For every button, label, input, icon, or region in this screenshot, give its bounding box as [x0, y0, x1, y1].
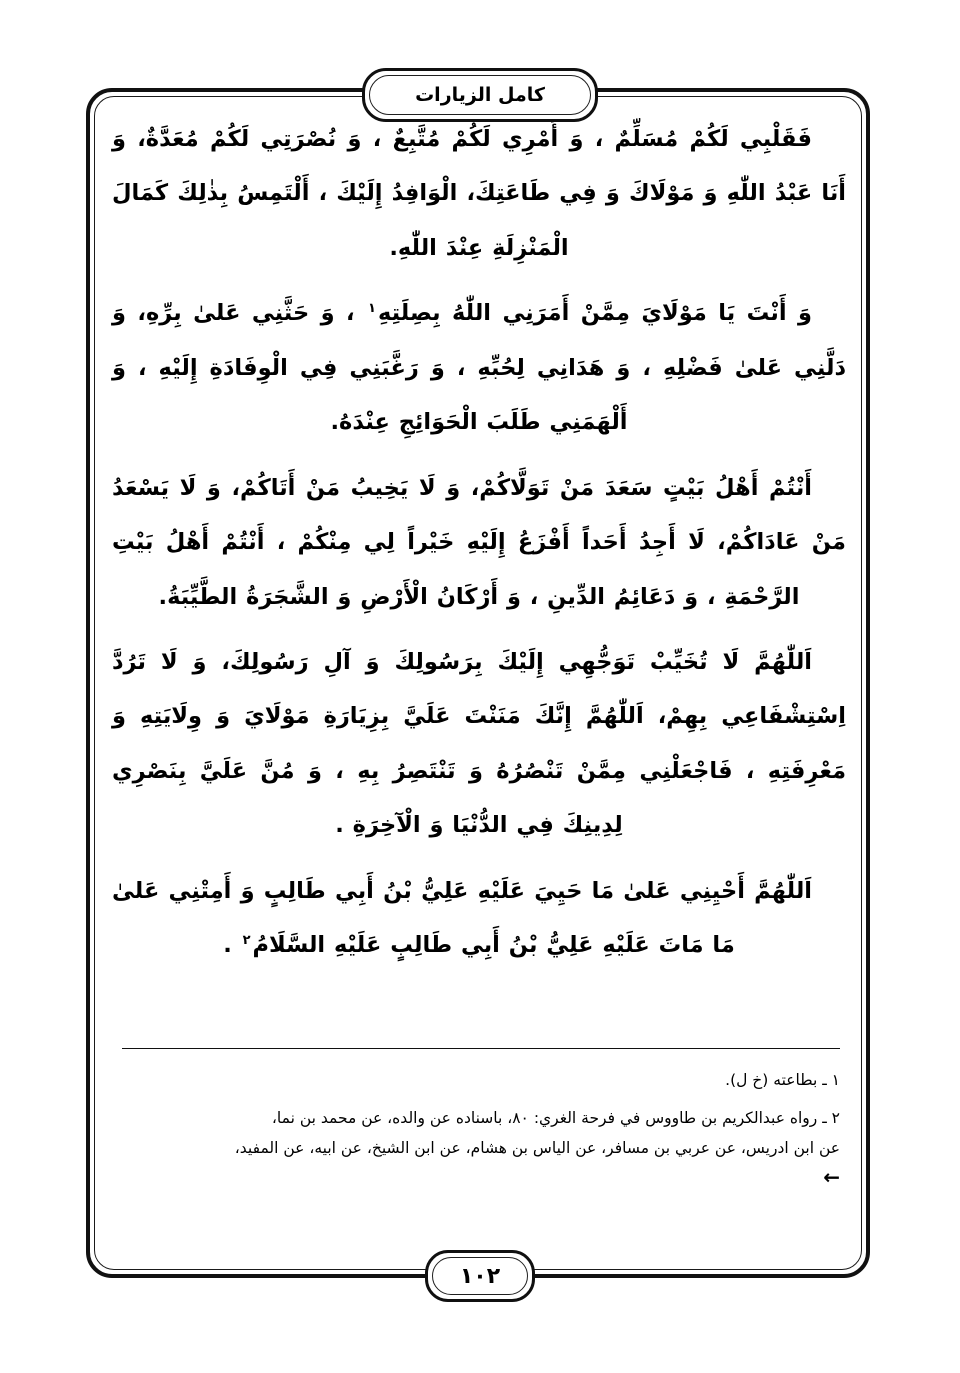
- footnote-item-2-line-2: عن ابن ادريس، عن عربي بن مسافر، عن الياس بن هشام، عن ابن الشيخ، عن ابيه، عن المفيد،: [234, 1139, 840, 1158]
- book-title: كامل الزيارات: [415, 84, 545, 106]
- footnote-ref-1: ١: [368, 300, 376, 316]
- paragraph-3-text: أَنْتُمْ أَهْلُ بَيْتٍ سَعَدَ مَنْ تَوَلَّاكُمْ، وَ لَا يَخِيبُ مَنْ أَتَاكُمْ، وَ لَا يَسْعَدُ مَنْ عَادَاكُمْ، لَا أَجِدُ أَحَداً أَفْزَعُ إِلَيْهِ خَيْراً لِي مِنْكُمْ ، أَنْتُمْ أَهْلُ بَيْتِ الرَّحْمَةِ ، وَ دَعَائِمُ الدِّينِ ، وَ أَرْكَانُ الْأَرْضِ وَ الشَّجَرَةُ الطَّيِّبَةُ.: [112, 474, 846, 610]
- paragraph-5-text-before-footnote: اَللّٰهُمَّ أَحْيِنِي عَلىٰ مَا حَيِيَ عَلَيْهِ عَلِيُّ بْنُ أَبِي طَالِبٍ وَ أَمِتْنِي عَلىٰ مَا مَاتَ عَلَيْهِ عَلِيُّ بْنُ أَبِي طَالِبٍ عَلَيْهِ السَّلَامُ: [112, 877, 812, 959]
- paragraph-2-text-after-footnote: ، وَ حَثَّنِي عَلىٰ بِرِّهِ، وَ دَلَّنِي عَلىٰ فَضْلِهِ ، وَ هَدَانِي لِحُبِّهِ ، وَ رَغَّبَنِي فِي الْوِفَادَةِ إِلَيْهِ ، وَ أَلْهَمَنِي طَلَبَ الْحَوَائِجِ عِنْدَهُ.: [112, 300, 846, 436]
- paragraph-5: [112, 864, 846, 973]
- footnotes-section: [118, 1048, 840, 1196]
- paragraph-4: [112, 635, 846, 853]
- header-cartouche: [362, 68, 598, 122]
- footnote-item-1: ١ ـ بطاعته (خ ل).: [725, 1071, 840, 1089]
- footnote-item-2: [118, 1103, 840, 1187]
- footnote-separator-rule: [122, 1048, 840, 1049]
- paragraph-3: [112, 461, 846, 624]
- footnote-item-2-line-1: ٢ ـ رواه عبدالكريم بن طاووس في فرحة الغري: ٨٠، باسناده عن والده، عن محمد بن نما،: [271, 1109, 840, 1128]
- paragraph-2-text-before-footnote: وَ أَنْتَ يَا مَوْلَايَ مِمَّنْ أَمَرَنِي اللّٰهُ بِصِلَتِهِ: [377, 300, 812, 327]
- footnote-continuation-arrow-icon: ←: [823, 1164, 840, 1189]
- page-number-cartouche: [425, 1250, 535, 1302]
- paragraph-1-text: فَقَلْبِي لَكُمْ مُسَلِّمٌ ، وَ أَمْرِي لَكُمْ مُتَّبِعٌ ، وَ نُصْرَتِي لَكُمْ مُعَدَّةٌ، وَ أَنَا عَبْدُ اللّٰهِ وَ مَوْلَاكَ وَ فِي طَاعَتِكَ، الْوَافِدُ إِلَيْكَ ، أَلْتَمِسُ بِذٰلِكَ كَمَالَ الْمَنْزِلَةِ عِنْدَ اللّٰهِ.: [112, 126, 846, 261]
- paragraph-4-text: اَللّٰهُمَّ لَا تُخَيِّبْ تَوَجُّهِي إِلَيْكَ بِرَسُولِكَ وَ آلِ رَسُولِكَ، وَ لَا تَرُدَّ اِسْتِشْفَاعِي بِهِمْ، اَللّٰهُمَّ إِنَّكَ مَنَنْتَ عَلَيَّ بِزِيَارَةِ مَوْلَايَ وَ وِلَايَتِهِ وَ مَعْرِفَتِهِ ، فَاجْعَلْنِي مِمَّنْ تَنْصُرُهُ وَ تَنْتَصِرُ بِهِ ، وَ مُنَّ عَلَيَّ بِنَصْرِي لِدِينِكَ فِي الدُّنْيَا وَ الْآخِرَةِ .: [112, 648, 846, 839]
- footnote-ref-2: ٢: [242, 932, 251, 948]
- paragraph-1: [112, 112, 846, 275]
- page-text-body: [112, 112, 846, 1012]
- paragraph-2: [112, 286, 846, 449]
- paragraph-5-text-after-footnote: .: [223, 932, 241, 959]
- page-number: ١٠٢: [459, 1263, 501, 1289]
